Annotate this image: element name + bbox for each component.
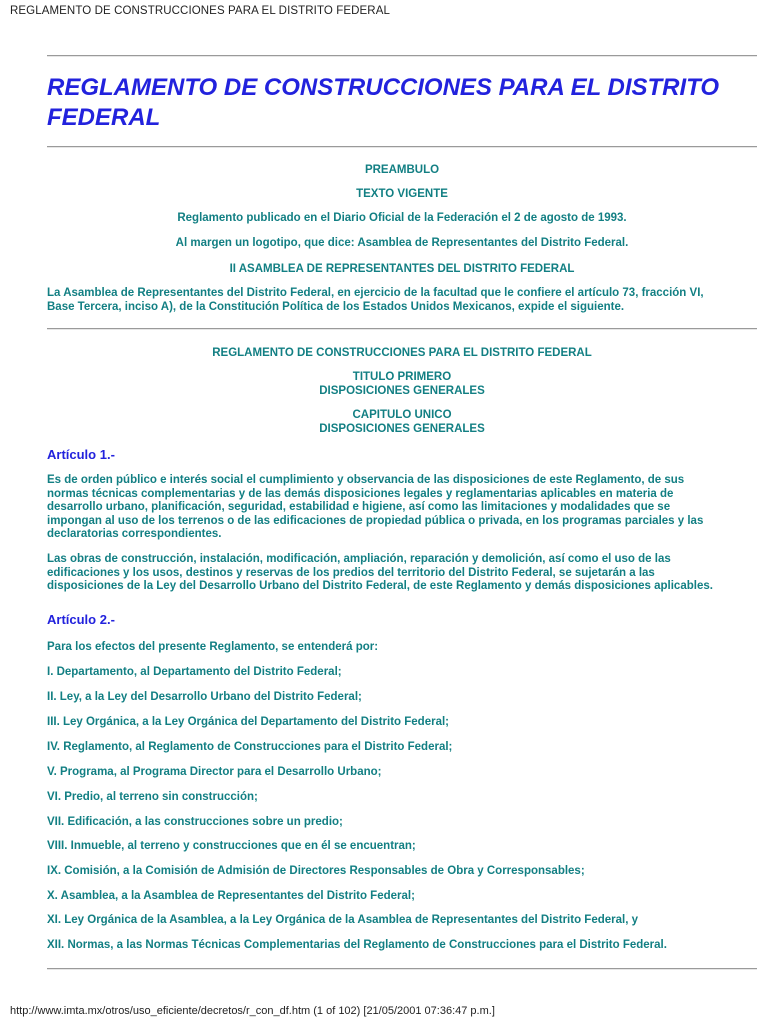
text-line: desarrollo urbano, planificación, seguridad, estabilidad e higiene, así como las limitaciones y modalidades que se <box>47 501 671 513</box>
list-item: VI. Predio, al terreno sin construcción; <box>47 791 258 803</box>
list-item: VIII. Inmueble, al terreno y construcciones que en él se encuentran; <box>47 840 416 852</box>
preamble-heading: PREAMBULO <box>364 164 440 176</box>
page-title <box>47 73 759 133</box>
list-item: IX. Comisión, a la Comisión de Admisión de Directores Responsables de Obra y Corresponsables; <box>47 865 585 877</box>
regulation-title: REGLAMENTO DE CONSTRUCCIONES PARA EL DISTRITO FEDERAL <box>212 347 592 359</box>
text-line: disposiciones de la Ley del Desarrollo Urbano del Distrito Federal, de este Reglamento y demás disposiciones aplicables. <box>47 580 713 592</box>
page-header: REGLAMENTO DE CONSTRUCCIONES PARA EL DISTRITO FEDERAL <box>10 5 390 17</box>
list-item: XI. Ley Orgánica de la Asamblea, a la Ley Orgánica de la Asamblea de Representantes del Distrito Federal, y <box>47 914 638 926</box>
article-1-paragraph-1 <box>47 474 759 542</box>
texto-vigente: TEXTO VIGENTE <box>356 188 448 200</box>
list-item: V. Programa, al Programa Director para el Desarrollo Urbano; <box>47 766 382 778</box>
titulo-line-2: DISPOSICIONES GENERALES <box>319 385 485 397</box>
margin-note: Al margen un logotipo, que dice: Asamblea de Representantes del Distrito Federal. <box>175 237 629 249</box>
page-title-line-2: FEDERAL <box>47 104 161 131</box>
list-item: III. Ley Orgánica, a la Ley Orgánica del Departamento del Distrito Federal; <box>47 716 449 728</box>
text-line: Es de orden público e interés social el cumplimiento y observancia de las disposiciones de este Reglamento, de sus <box>47 474 685 486</box>
titulo-line-1: TITULO PRIMERO <box>352 371 452 383</box>
capitulo-line-2: DISPOSICIONES GENERALES <box>319 423 485 435</box>
capitulo-line-1: CAPITULO UNICO <box>352 409 452 421</box>
title-divider <box>47 146 757 148</box>
article-2-intro: Para los efectos del presente Reglamento, se entenderá por: <box>47 641 379 653</box>
preamble-intro-line-1: La Asamblea de Representantes del Distrito Federal, en ejercicio de la facultad que le confiere el artículo 73, fracción VI, <box>47 287 704 299</box>
list-item: IV. Reglamento, al Reglamento de Construcciones para el Distrito Federal; <box>47 741 453 753</box>
text-line: edificaciones y los usos, destinos y reservas de los predios del territorio del Distrito Federal, se sujetarán a las <box>47 566 655 579</box>
text-line: impongan al uso de los terrenos o de las edificaciones de propiedad pública o privada, en los programas parciales y las <box>47 514 704 527</box>
list-item: II. Ley, a la Ley del Desarrollo Urbano del Distrito Federal; <box>47 691 362 703</box>
preamble-intro-line-2: Base Tercera, inciso A), de la Constitución Política de los Estados Unidos Mexicanos, expide el siguiente. <box>47 300 625 313</box>
article-1-heading: Artículo 1.- <box>47 447 115 462</box>
preamble-divider <box>47 328 757 330</box>
page-footer-url: http://www.imta.mx/otros/uso_eficiente/decretos/r_con_df.htm (1 of 102) [21/05/2001 07:36:47 p.m.] <box>10 1005 495 1017</box>
assembly-heading: II ASAMBLEA DE REPRESENTANTES DEL DISTRITO FEDERAL <box>229 263 575 275</box>
list-item: VII. Edificación, a las construcciones sobre un predio; <box>47 816 343 828</box>
titulo-primero <box>47 370 757 398</box>
article-1-paragraph-2 <box>47 553 759 594</box>
top-divider <box>47 55 757 57</box>
preamble-intro <box>47 287 759 314</box>
text-line: normas técnicas complementarias y de las demás disposiciones legales y reglamentarias aplicables en materia de <box>47 487 674 500</box>
page-title-line-1: REGLAMENTO DE CONSTRUCCIONES PARA EL DISTRITO <box>47 74 720 101</box>
publication-note: Reglamento publicado en el Diario Oficial de la Federación el 2 de agosto de 1993. <box>177 212 627 224</box>
list-item: X. Asamblea, a la Asamblea de Representantes del Distrito Federal; <box>47 890 415 902</box>
bottom-divider <box>47 968 757 970</box>
capitulo-unico <box>47 408 757 436</box>
text-line: declaratorias correspondientes. <box>47 528 222 540</box>
list-item: I. Departamento, al Departamento del Distrito Federal; <box>47 666 342 678</box>
list-item: XII. Normas, a las Normas Técnicas Complementarias del Reglamento de Construcciones para el Distrito Federal. <box>47 939 667 951</box>
article-2-heading: Artículo 2.- <box>47 612 115 627</box>
text-line: Las obras de construcción, instalación, modificación, ampliación, reparación y demolición, así como el uso de las <box>47 553 671 565</box>
